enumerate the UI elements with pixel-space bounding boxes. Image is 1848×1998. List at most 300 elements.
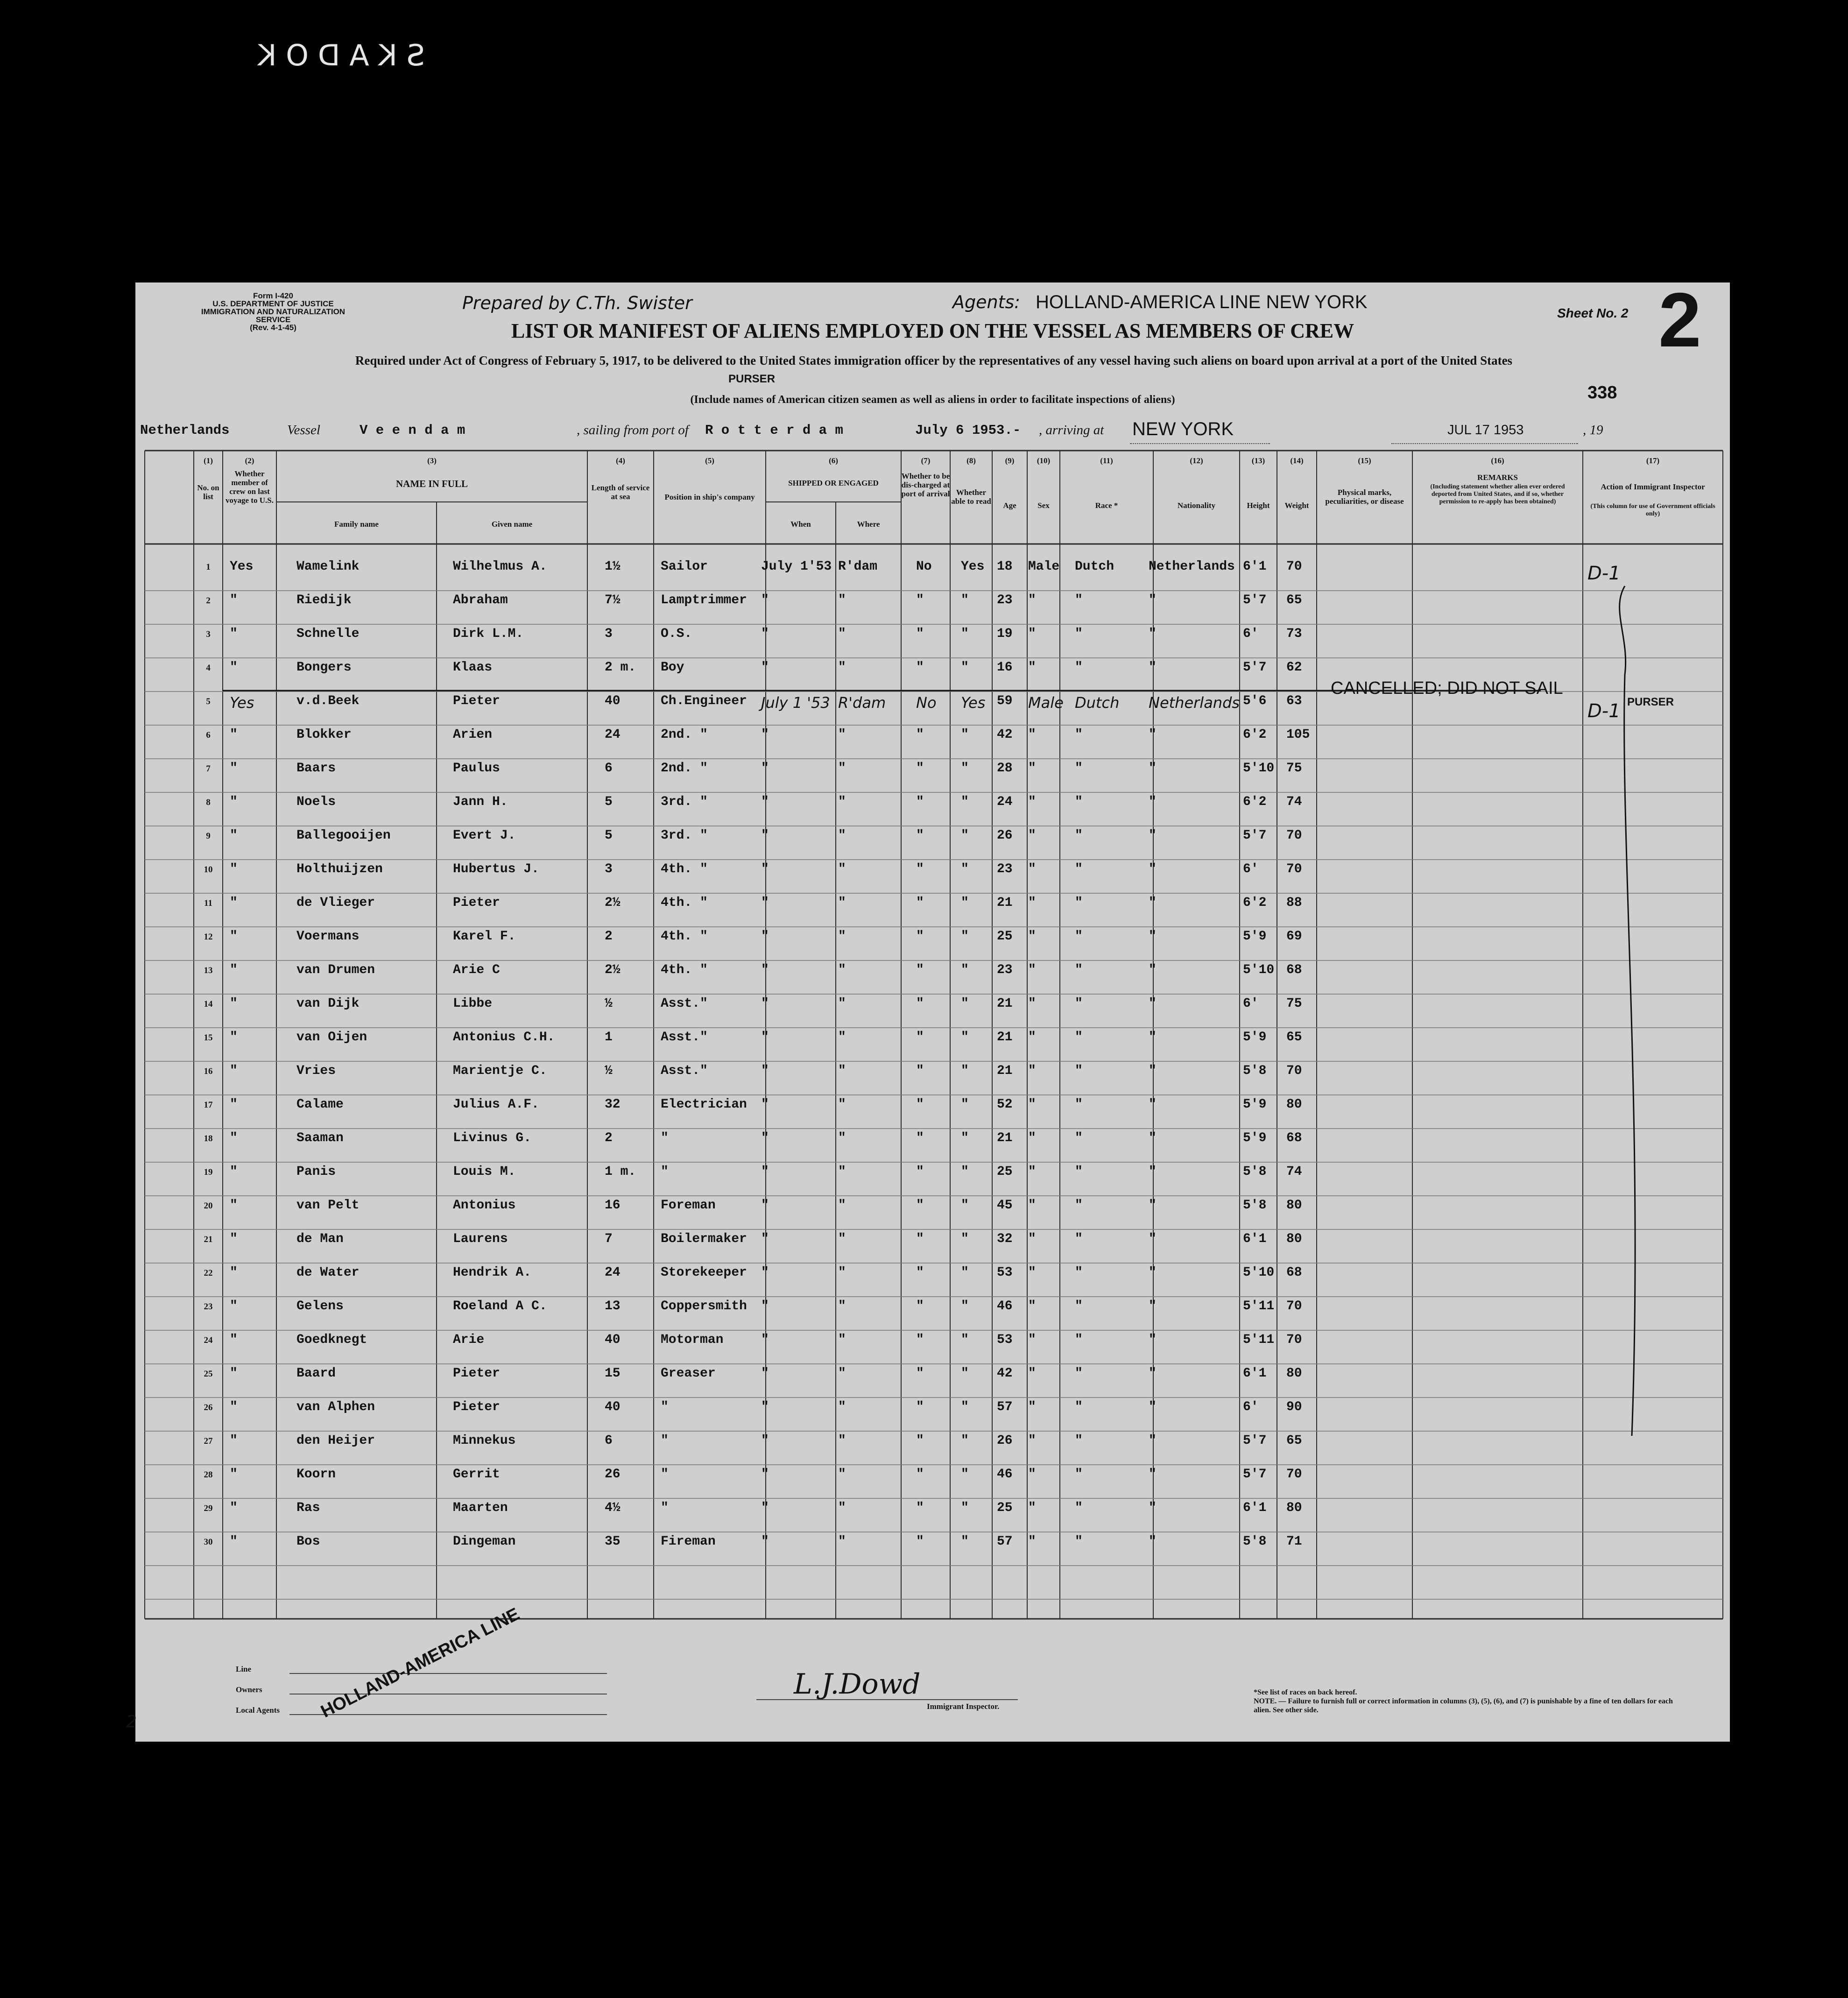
cell-sex: " — [1028, 929, 1036, 944]
arrival-port: NEW YORK — [1132, 419, 1234, 439]
cell-family: van Oijen — [296, 1030, 367, 1045]
header-weight: Weight — [1284, 501, 1309, 510]
cell-when: " — [761, 862, 769, 876]
cell-when: " — [761, 929, 769, 944]
cell-length: 24 — [605, 1265, 621, 1280]
cell-where: " — [838, 1165, 846, 1179]
cell-when: " — [761, 761, 769, 776]
cell-nat: " — [1149, 862, 1157, 876]
cell-race: " — [1075, 1366, 1083, 1381]
cell-height: 6' — [1243, 996, 1259, 1011]
cell-given: Klaas — [453, 660, 493, 675]
row-number: 4 — [206, 663, 211, 673]
holland-america-stamp: HOLLAND-AMERICA LINE — [317, 1604, 523, 1722]
cell-race: " — [1075, 1165, 1083, 1179]
row-number: 14 — [204, 999, 213, 1009]
arriving-label: , arriving at — [1039, 423, 1104, 438]
cell-sex: " — [1028, 727, 1036, 742]
cell-race: " — [1075, 660, 1083, 675]
cell-nat: " — [1149, 1265, 1157, 1280]
cell-nat: " — [1149, 1366, 1157, 1381]
cell-length: 15 — [605, 1366, 621, 1381]
form-number: Form I-420 — [253, 291, 293, 300]
cell-nat: " — [1149, 1433, 1157, 1448]
cell-given: Pieter — [453, 896, 500, 910]
cell-race: Dutch — [1075, 559, 1114, 574]
cell-where: " — [838, 1232, 846, 1246]
cell-disch: " — [916, 1030, 924, 1045]
header-member-last-voyage: Whether member of crew on last voyage to U.S. — [226, 469, 274, 505]
cell-age: 21 — [997, 1131, 1013, 1145]
cell-position: Greaser — [661, 1366, 716, 1381]
row-number: 28 — [204, 1470, 213, 1480]
cell-disch: " — [916, 1467, 924, 1482]
header-discharged: Whether to be dis-charged at port of arrival — [901, 472, 950, 498]
inspector-mark: D-1 — [1587, 700, 1621, 722]
cell-length: 40 — [605, 694, 621, 708]
cell-race: " — [1075, 593, 1083, 607]
cell-length: 6 — [605, 1433, 613, 1448]
cell-sex: " — [1028, 1097, 1036, 1112]
cell-read: " — [961, 1433, 969, 1448]
row-number: 13 — [204, 966, 213, 975]
row-number: 11 — [204, 898, 212, 908]
cell-position: " — [661, 1165, 669, 1179]
sailing-date: July 6 1953.- — [915, 423, 1021, 438]
cell-given: Pieter — [453, 1366, 500, 1381]
cell-where: " — [838, 1265, 846, 1280]
cell-when: " — [761, 1366, 769, 1381]
cell-given: Minnekus — [453, 1433, 516, 1448]
cell-disch: " — [916, 1400, 924, 1414]
cell-age: 16 — [997, 660, 1013, 675]
cell-weight: 70 — [1286, 862, 1302, 876]
cell-sex: Male — [1028, 694, 1064, 712]
manifest-subtitle-note: (Include names of American citizen seamen as well as aliens in order to facilitate inspections of aliens) — [690, 394, 1175, 406]
cell-height: 6' — [1243, 1400, 1259, 1414]
col-number: (7) — [921, 456, 931, 465]
cell-weight: 80 — [1286, 1198, 1302, 1213]
cell-weight: 80 — [1286, 1501, 1302, 1515]
cell-position: " — [661, 1400, 669, 1414]
cell-position: Sailor — [661, 559, 708, 574]
cell-where: R'dam — [838, 694, 886, 712]
cell-where: " — [838, 1467, 846, 1482]
row-number: 30 — [204, 1537, 213, 1547]
revision-date: (Rev. 4-1-45) — [250, 323, 296, 332]
row-number: 7 — [206, 764, 211, 774]
cell-weight: 80 — [1286, 1232, 1302, 1246]
cell-height: 5'8 — [1243, 1198, 1267, 1213]
cell-height: 5'7 — [1243, 660, 1267, 675]
row-number: 9 — [206, 831, 211, 841]
cell-family: Blokker — [296, 727, 352, 742]
col-number: (2) — [245, 456, 254, 465]
cell-family: van Drumen — [296, 963, 375, 977]
cell-sex: " — [1028, 862, 1036, 876]
cell-age: 32 — [997, 1232, 1013, 1246]
cell-prev: " — [230, 1366, 238, 1381]
cell-prev: " — [230, 1265, 238, 1280]
sheet-number-large: 2 — [1658, 277, 1701, 363]
cell-read: " — [961, 1097, 969, 1112]
cell-height: 5'10 — [1243, 1265, 1275, 1280]
cell-where: " — [838, 1064, 846, 1078]
cell-given: Hendrik A. — [453, 1265, 532, 1280]
cell-family: Saaman — [296, 1131, 344, 1145]
cell-nat: " — [1149, 828, 1157, 843]
cell-age: 25 — [997, 1165, 1013, 1179]
cell-given: Dingeman — [453, 1534, 516, 1549]
row-number: 21 — [204, 1235, 213, 1244]
vessel-label: Vessel — [287, 423, 320, 438]
cell-nat: " — [1149, 1165, 1157, 1179]
row-number: 8 — [206, 798, 211, 807]
cell-sex: " — [1028, 1030, 1036, 1045]
header-no-on-list: No. on list — [197, 483, 219, 501]
cell-nat: " — [1149, 1534, 1157, 1549]
cell-family: Wamelink — [296, 559, 360, 574]
cell-prev: " — [230, 1333, 238, 1347]
cell-read: " — [961, 828, 969, 843]
inspector-label: Immigrant Inspector. — [927, 1702, 1000, 1711]
cell-sex: " — [1028, 1064, 1036, 1078]
cell-length: 7½ — [605, 593, 621, 607]
cell-length: 1½ — [605, 559, 621, 574]
cell-family: Baars — [296, 761, 336, 776]
col-number: (6) — [829, 456, 838, 465]
cell-family: Vries — [296, 1064, 336, 1078]
cell-race: " — [1075, 1534, 1083, 1549]
cell-nat: " — [1149, 1131, 1157, 1145]
row-number: 3 — [206, 629, 211, 639]
cell-read: " — [961, 627, 969, 641]
cell-sex: " — [1028, 1366, 1036, 1381]
inspector-mark: D-1 — [1587, 563, 1621, 584]
cell-race: " — [1075, 828, 1083, 843]
cell-nat: " — [1149, 929, 1157, 944]
cell-position: Asst." — [661, 1064, 708, 1078]
cell-weight: 68 — [1286, 963, 1302, 977]
cell-age: 19 — [997, 627, 1013, 641]
cell-family: de Man — [296, 1232, 344, 1246]
cell-family: Calame — [296, 1097, 344, 1112]
prepared-by-note: Prepared by C.Th. Swister — [462, 293, 692, 313]
cell-where: " — [838, 1501, 846, 1515]
cell-weight: 74 — [1286, 1165, 1302, 1179]
cell-given: Pieter — [453, 1400, 500, 1414]
cell-when: " — [761, 1265, 769, 1280]
cell-age: 23 — [997, 862, 1013, 876]
row-number: 29 — [204, 1504, 213, 1513]
cell-read: " — [961, 862, 969, 876]
row-number: 26 — [204, 1403, 213, 1412]
cell-age: 21 — [997, 1030, 1013, 1045]
cell-when: " — [761, 1299, 769, 1313]
cell-disch: " — [916, 1232, 924, 1246]
cell-race: " — [1075, 627, 1083, 641]
header-action-inspector: Action of Immigrant Inspector — [1601, 482, 1705, 491]
cell-weight: 80 — [1286, 1366, 1302, 1381]
cell-height: 6' — [1243, 627, 1259, 641]
cell-disch: " — [916, 1097, 924, 1112]
cell-position: Electrician — [661, 1097, 747, 1112]
cell-prev: " — [230, 1400, 238, 1414]
cell-prev: " — [230, 1131, 238, 1145]
cell-nat: " — [1149, 1299, 1157, 1313]
cell-given: Karel F. — [453, 929, 516, 944]
cell-where: " — [838, 1198, 846, 1213]
cell-height: 6'1 — [1243, 1366, 1267, 1381]
cell-length: 2 — [605, 929, 613, 944]
cell-when: " — [761, 1097, 769, 1112]
cell-age: 21 — [997, 1064, 1013, 1078]
cell-given: Jann H. — [453, 795, 508, 809]
cell-disch: No — [916, 694, 937, 712]
header-length-service: Length of service at sea — [591, 483, 650, 501]
cell-sex: " — [1028, 795, 1036, 809]
cell-family: den Heijer — [296, 1433, 375, 1448]
cell-when: " — [761, 1333, 769, 1347]
cell-height: 5'8 — [1243, 1534, 1267, 1549]
cell-length: 3 — [605, 862, 613, 876]
cell-height: 6' — [1243, 862, 1259, 876]
year-suffix: , 19 — [1583, 423, 1603, 438]
cancelled-remark: CANCELLED; DID NOT SAIL — [1331, 678, 1563, 698]
cell-prev: " — [230, 1501, 238, 1515]
cell-read: " — [961, 1467, 969, 1482]
row-number: 18 — [204, 1134, 213, 1144]
cell-read: " — [961, 1064, 969, 1078]
cell-sex: " — [1028, 1165, 1036, 1179]
cell-where: " — [838, 929, 846, 944]
cell-age: 23 — [997, 593, 1013, 607]
cell-family: Ballegooijen — [296, 828, 391, 843]
cell-disch: " — [916, 929, 924, 944]
cell-sex: " — [1028, 828, 1036, 843]
cell-where: " — [838, 862, 846, 876]
cell-weight: 71 — [1286, 1534, 1302, 1549]
cell-sex: " — [1028, 627, 1036, 641]
cell-age: 42 — [997, 1366, 1013, 1381]
cell-weight: 70 — [1286, 1333, 1302, 1347]
cell-disch: " — [916, 896, 924, 910]
stamp-number: 338 — [1587, 383, 1617, 402]
cell-sex: " — [1028, 1232, 1036, 1246]
header-remarks-note: (Including statement whether alien ever ordered deported from United States, and if so, whether permission to re-apply has been obtained) — [1430, 483, 1565, 505]
cell-weight: 70 — [1286, 559, 1302, 574]
cell-weight: 62 — [1286, 660, 1302, 675]
cell-when: " — [761, 1198, 769, 1213]
cell-disch: " — [916, 1366, 924, 1381]
cell-read: Yes — [961, 559, 985, 574]
col-number: (4) — [616, 456, 625, 465]
cell-sex: " — [1028, 896, 1036, 910]
cell-prev: " — [230, 1467, 238, 1482]
cell-height: 5'11 — [1243, 1333, 1275, 1347]
cell-prev: " — [230, 660, 238, 675]
cell-prev: " — [230, 1433, 238, 1448]
cell-prev: " — [230, 1064, 238, 1078]
cell-weight: 68 — [1286, 1265, 1302, 1280]
row-number: 2 — [206, 596, 211, 606]
cell-age: 57 — [997, 1534, 1013, 1549]
cell-sex: " — [1028, 593, 1036, 607]
cell-prev: " — [230, 963, 238, 977]
cell-race: Dutch — [1075, 694, 1120, 712]
cell-family: Bongers — [296, 660, 352, 675]
cell-prev: " — [230, 896, 238, 910]
cell-length: 1 — [605, 1030, 613, 1045]
cell-read: Yes — [961, 694, 986, 712]
cell-where: " — [838, 761, 846, 776]
cell-nat: " — [1149, 761, 1157, 776]
cell-disch: " — [916, 627, 924, 641]
row-number: 23 — [204, 1302, 213, 1312]
cell-weight: 75 — [1286, 761, 1302, 776]
cell-race: " — [1075, 1131, 1083, 1145]
header-race: Race * — [1095, 501, 1118, 510]
cell-prev: " — [230, 761, 238, 776]
owners-label: Owners — [236, 1685, 262, 1694]
cell-where: " — [838, 996, 846, 1011]
footer-notes — [1254, 1688, 1674, 1715]
cell-prev: " — [230, 1299, 238, 1313]
cell-sex: " — [1028, 1501, 1036, 1515]
cell-where: " — [838, 1333, 846, 1347]
cell-length: 2 m. — [605, 660, 636, 675]
sailing-label: , sailing from port of — [577, 423, 689, 438]
cell-when: " — [761, 660, 769, 675]
cell-nat: " — [1149, 627, 1157, 641]
cell-height: 5'6 — [1243, 694, 1267, 708]
row-number: 25 — [204, 1369, 213, 1379]
cell-when: " — [761, 1064, 769, 1078]
cell-age: 24 — [997, 795, 1013, 809]
cell-race: " — [1075, 1232, 1083, 1246]
cell-prev: " — [230, 1165, 238, 1179]
cell-position: Lamptrimmer — [661, 593, 747, 607]
col-number: (16) — [1491, 456, 1504, 465]
cell-race: " — [1075, 963, 1083, 977]
cell-nat: " — [1149, 1400, 1157, 1414]
cell-read: " — [961, 1534, 969, 1549]
cell-disch: " — [916, 963, 924, 977]
cell-where: " — [838, 1433, 846, 1448]
cell-family: Riedijk — [296, 593, 352, 607]
cell-position: " — [661, 1433, 669, 1448]
cell-disch: " — [916, 660, 924, 675]
cell-weight: 90 — [1286, 1400, 1302, 1414]
cell-when: " — [761, 727, 769, 742]
cell-weight: 70 — [1286, 1064, 1302, 1078]
cell-race: " — [1075, 1030, 1083, 1045]
cell-disch: " — [916, 1501, 924, 1515]
cell-nat: " — [1149, 795, 1157, 809]
cell-sex: " — [1028, 1467, 1036, 1482]
cell-age: 26 — [997, 828, 1013, 843]
cell-height: 5'9 — [1243, 1030, 1267, 1045]
cell-prev: " — [230, 929, 238, 944]
cell-race: " — [1075, 1299, 1083, 1313]
cell-height: 5'7 — [1243, 1467, 1267, 1482]
signature-rule — [756, 1699, 1018, 1700]
cell-length: 40 — [605, 1333, 621, 1347]
cell-read: " — [961, 660, 969, 675]
film-edge-marking — [5, 38, 425, 76]
cell-family: Panis — [296, 1165, 336, 1179]
cell-position: Asst." — [661, 1030, 708, 1045]
cell-prev: " — [230, 1534, 238, 1549]
cell-read: " — [961, 896, 969, 910]
cell-nat: " — [1149, 896, 1157, 910]
cell-prev: " — [230, 1232, 238, 1246]
cell-nat: " — [1149, 963, 1157, 977]
cell-position: 4th. " — [661, 862, 708, 876]
cell-prev: " — [230, 828, 238, 843]
cell-family: van Alphen — [296, 1400, 375, 1414]
cell-race: " — [1075, 795, 1083, 809]
cell-read: " — [961, 1366, 969, 1381]
agents-value: HOLLAND-AMERICA LINE NEW YORK — [1036, 292, 1368, 312]
cell-disch: " — [916, 727, 924, 742]
sailing-port: R o t t e r d a m — [705, 423, 843, 438]
cell-length: 4½ — [605, 1501, 621, 1515]
cell-read: " — [961, 1232, 969, 1246]
cell-race: " — [1075, 1501, 1083, 1515]
cell-read: " — [961, 929, 969, 944]
cell-age: 28 — [997, 761, 1013, 776]
cell-age: 45 — [997, 1198, 1013, 1213]
cell-age: 53 — [997, 1265, 1013, 1280]
penalty-note: NOTE. — Failure to furnish full or correct information in columns (3), (5), (6), and (7) is punishable by a fine of ten dollars for each alien. See other side. — [1254, 1697, 1673, 1714]
cell-sex: " — [1028, 1333, 1036, 1347]
cell-length: 2½ — [605, 963, 621, 977]
line-rule — [289, 1673, 607, 1674]
col-number: (1) — [204, 456, 213, 465]
cell-when: " — [761, 795, 769, 809]
cell-where: " — [838, 1534, 846, 1549]
cell-given: Evert J. — [453, 828, 516, 843]
cell-length: 6 — [605, 761, 613, 776]
cell-family: van Pelt — [296, 1198, 360, 1213]
cell-nat: " — [1149, 1030, 1157, 1045]
cell-read: " — [961, 963, 969, 977]
cell-position: " — [661, 1501, 669, 1515]
cell-where: " — [838, 1400, 846, 1414]
cell-prev: " — [230, 795, 238, 809]
cell-length: 1 m. — [605, 1165, 636, 1179]
cell-race: " — [1075, 1333, 1083, 1347]
cell-length: 35 — [605, 1534, 621, 1549]
cell-when: " — [761, 627, 769, 641]
vessel-name: V e e n d a m — [360, 423, 466, 438]
cell-height: 5'10 — [1243, 963, 1275, 977]
cell-given: Arien — [453, 727, 493, 742]
cell-prev: Yes — [230, 559, 254, 574]
cell-prev: " — [230, 1097, 238, 1112]
cell-when: " — [761, 963, 769, 977]
header-when: When — [790, 520, 811, 529]
cell-length: 5 — [605, 795, 613, 809]
header-shipped-engaged: SHIPPED OR ENGAGED — [788, 479, 879, 487]
cell-race: " — [1075, 996, 1083, 1011]
row-number: 20 — [204, 1201, 213, 1211]
cell-nat: " — [1149, 1501, 1157, 1515]
row-number: 6 — [206, 730, 211, 740]
cell-age: 53 — [997, 1333, 1013, 1347]
cell-age: 26 — [997, 1433, 1013, 1448]
